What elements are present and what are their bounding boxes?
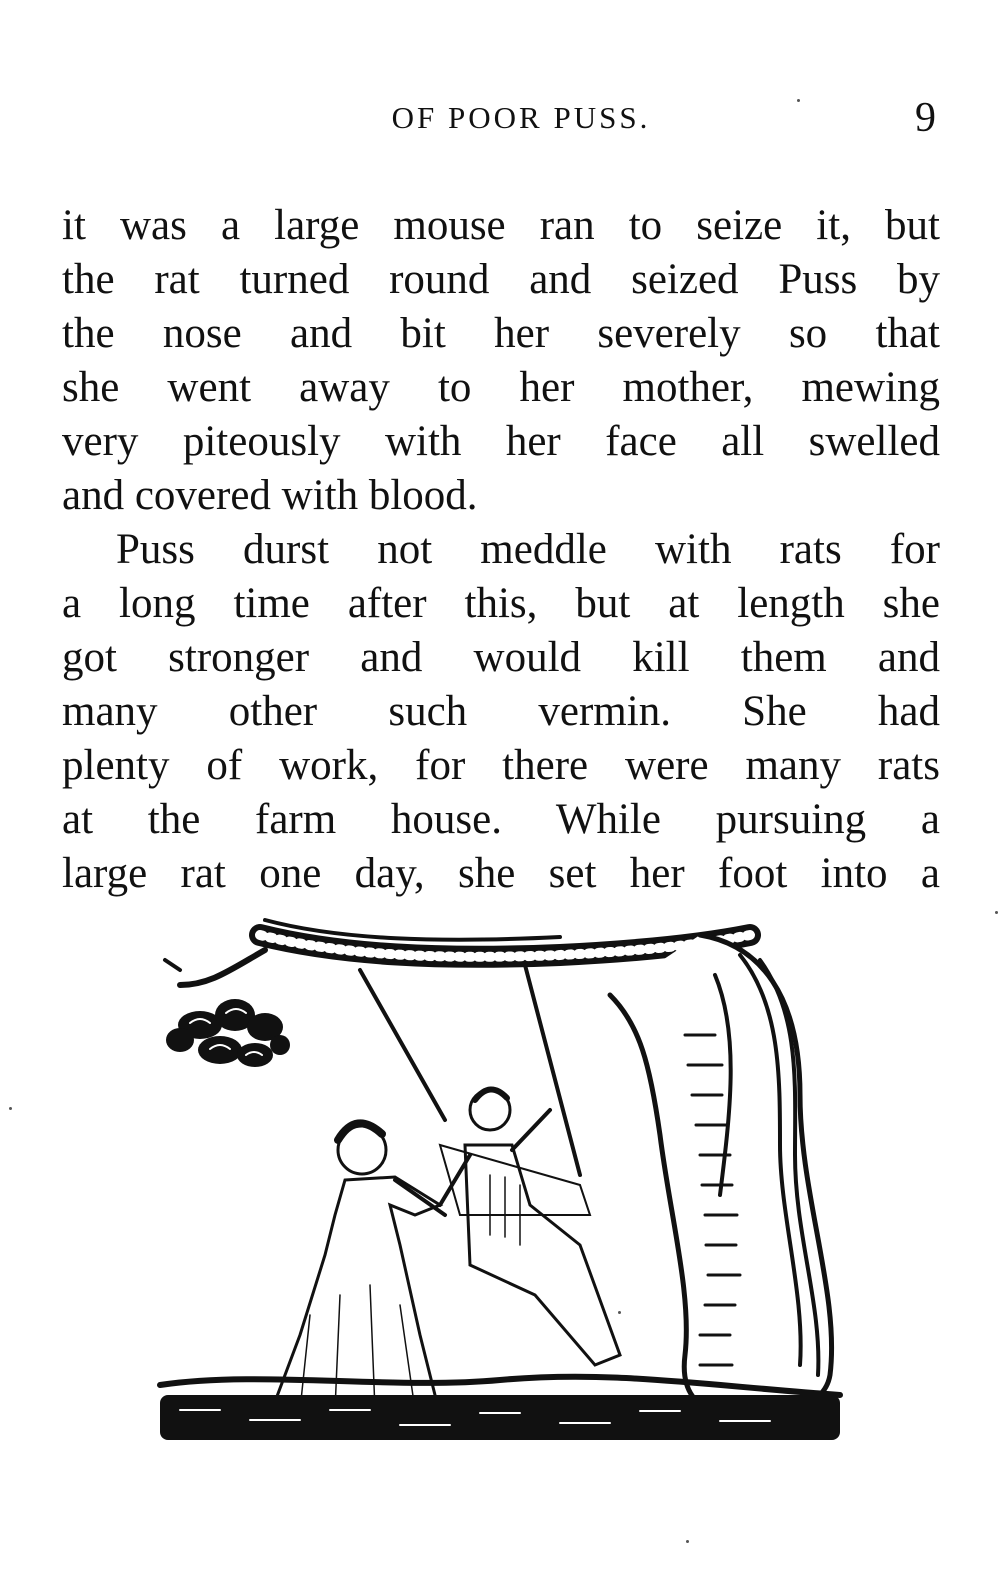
body-text <box>62 199 940 901</box>
running-head <box>62 96 940 146</box>
paper-speck <box>686 1540 689 1543</box>
text-line: the nose and bit her severely so that <box>62 310 940 357</box>
text-line: a long time after this, but at length she <box>62 580 940 627</box>
paper-speck <box>797 99 800 102</box>
text-line: and covered with blood. <box>62 472 478 519</box>
text-line: very piteously with her face all swelled <box>62 418 940 465</box>
text-line: plenty of work, for there were many rats <box>62 742 940 789</box>
text-line: Puss durst not meddle with rats for <box>116 526 940 573</box>
paper-speck <box>618 1311 621 1314</box>
text-line: many other such vermin. She had <box>62 688 940 735</box>
text-line: she went away to her mother, mewing <box>62 364 940 411</box>
page-number: 9 <box>915 95 936 141</box>
paragraph-1 <box>62 199 940 523</box>
woodcut-tree-swing-icon <box>140 915 850 1470</box>
text-line: at the farm house. While pursuing a <box>62 796 940 843</box>
text-line: got stronger and would kill them and <box>62 634 940 681</box>
text-line: it was a large mouse ran to seize it, but <box>62 202 940 249</box>
paragraph-2 <box>62 523 940 901</box>
paper-speck <box>9 1107 12 1110</box>
text-line: large rat one day, she set her foot into a <box>62 850 940 897</box>
paper-speck <box>995 911 998 914</box>
text-line: the rat turned round and seized Puss by <box>62 256 940 303</box>
running-title: OF POOR PUSS. <box>391 100 651 135</box>
